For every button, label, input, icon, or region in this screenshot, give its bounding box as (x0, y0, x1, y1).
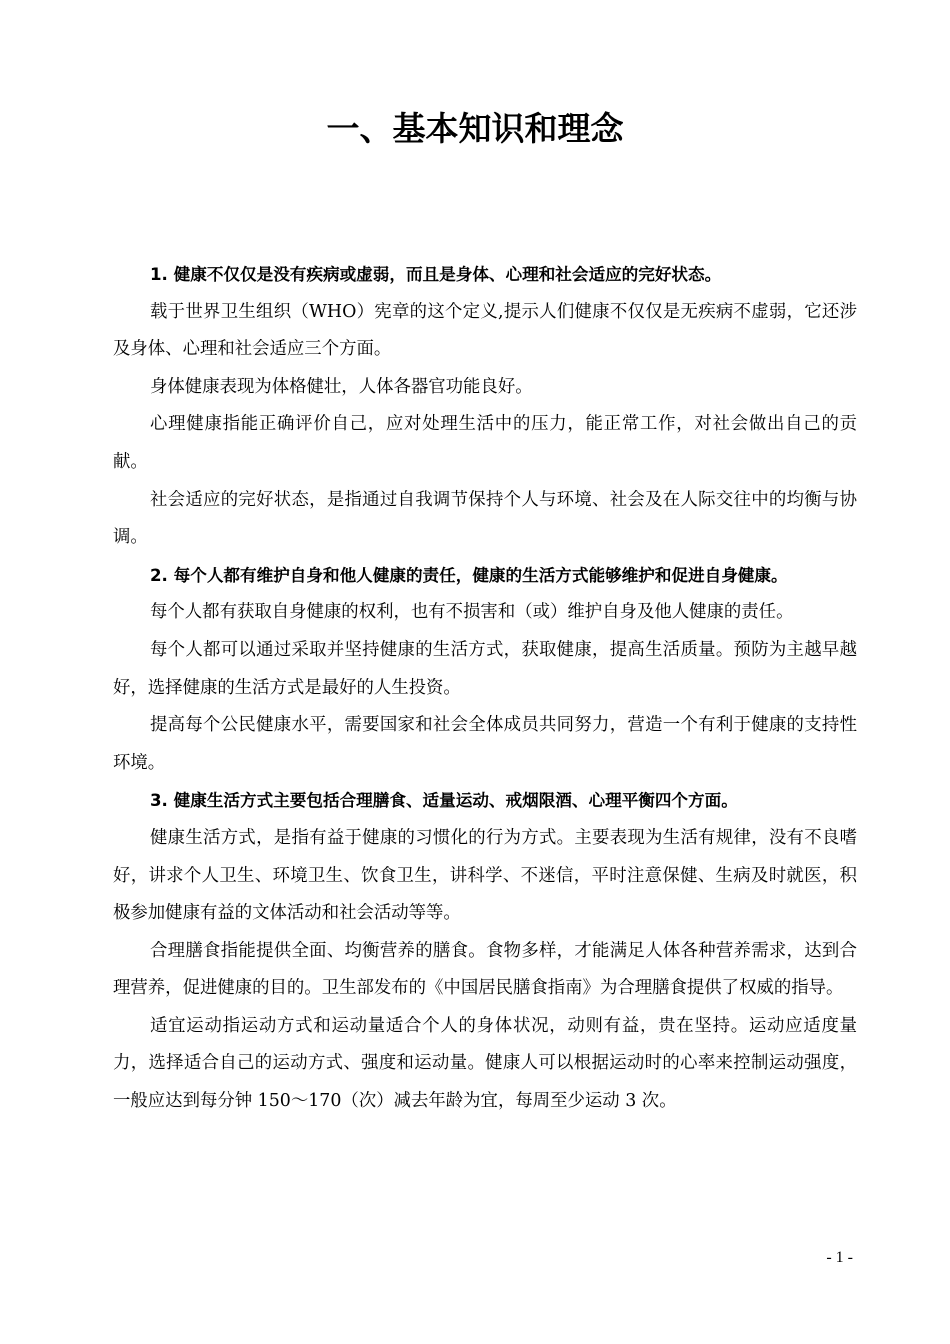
paragraph: 每个人都可以通过采取并坚持健康的生活方式，获取健康，提高生活质量。预防为主越早越好，选择健康的生活方式是最好的人生投资。 (113, 639, 857, 698)
paragraph: 载于世界卫生组织（WHO）宪章的这个定义,提示人们健康不仅仅是无疾病不虚弱，它还涉及身体、心理和社会适应三个方面。 (113, 301, 857, 360)
paragraph: 每个人都有获取自身健康的权利，也有不损害和（或）维护自身及他人健康的责任。 (150, 602, 794, 623)
section-heading-3: 3. 健康生活方式主要包括合理膳食、适量运动、戒烟限酒、心理平衡四个方面。 (150, 791, 738, 811)
page-number: - 1 - (826, 1249, 853, 1266)
paragraph: 适宜运动指运动方式和运动量适合个人的身体状况，动则有益，贵在坚持。运动应适度量力，选择适合自己的运动方式、强度和运动量。健康人可以根据运动时的心率来控制运动强度，一般应达到每分钟 150～170（次）减去年龄为宜，每周至少运动 3 次。 (113, 1015, 857, 1112)
paragraph: 身体健康表现为体格健壮，人体各器官功能良好。 (150, 376, 533, 397)
paragraph: 合理膳食指能提供全面、均衡营养的膳食。食物多样，才能满足人体各种营养需求，达到合理营养，促进健康的目的。卫生部发布的《中国居民膳食指南》为合理膳食提供了权威的指导。 (113, 940, 857, 999)
paragraph: 健康生活方式，是指有益于健康的习惯化的行为方式。主要表现为生活有规律，没有不良嗜好，讲求个人卫生、环境卫生、饮食卫生，讲科学、不迷信，平时注意保健、生病及时就医，积极参加健康有益的文体活动和社会活动等等。 (113, 827, 857, 924)
paragraph: 社会适应的完好状态，是指通过自我调节保持个人与环境、社会及在人际交往中的均衡与协调。 (113, 489, 857, 548)
paragraph: 提高每个公民健康水平，需要国家和社会全体成员共同努力，营造一个有利于健康的支持性环境。 (113, 715, 857, 773)
section-heading-1: 1. 健康不仅仅是没有疾病或虚弱，而且是身体、心理和社会适应的完好状态。 (150, 265, 722, 284)
document-body (113, 256, 857, 1121)
section-heading-2: 2. 每个人都有维护自身和他人健康的责任，健康的生活方式能够维护和促进自身健康。 (150, 565, 788, 585)
paragraph: 心理健康指能正确评价自己，应对处理生活中的压力，能正常工作，对社会做出自己的贡献。 (113, 414, 857, 472)
page-title: 一、基本知识和理念 (326, 109, 624, 148)
